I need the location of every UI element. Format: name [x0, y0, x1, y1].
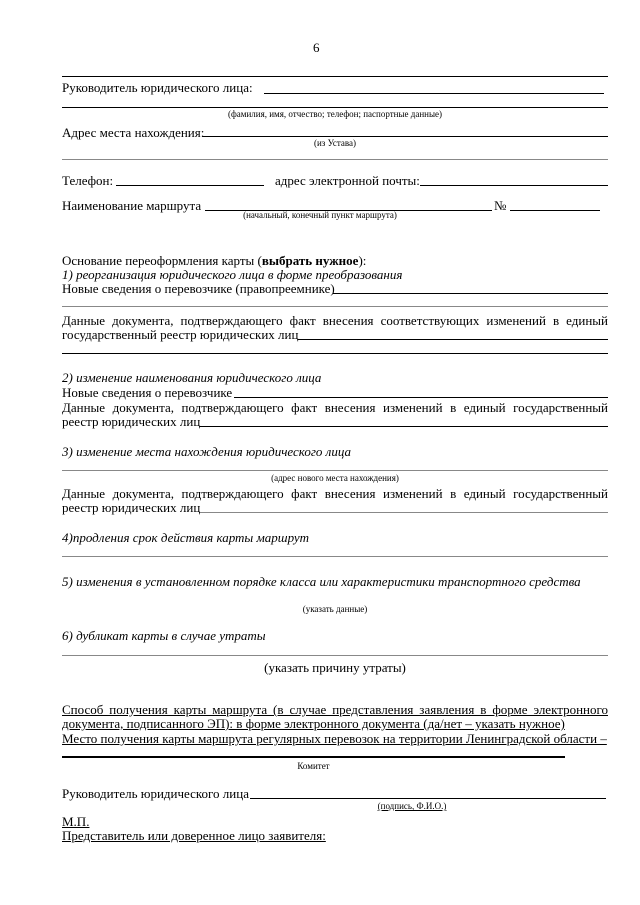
top-rule	[62, 76, 608, 77]
option-4-title: 4)продления срок действия карты маршрут	[62, 530, 310, 545]
head-field-2[interactable]	[62, 107, 608, 108]
address-hint: (из Устава)	[313, 138, 357, 148]
option-1-doc-line1: Данные документа, подтверждающего факт внесения соответствующих изменений в единый	[62, 313, 608, 328]
option-1-extra-field[interactable]	[62, 306, 608, 307]
option-3-address-field[interactable]	[62, 470, 608, 471]
phone-label: Телефон:	[62, 173, 114, 188]
head-field[interactable]	[264, 93, 604, 94]
option-4-field[interactable]	[62, 556, 608, 557]
option-2-doc-line1: Данные документа, подтверждающего факт внесения изменений в единый государственный	[62, 400, 608, 415]
page-number: 6	[313, 40, 320, 55]
receipt-place-field[interactable]	[62, 756, 565, 758]
head-hint: (фамилия, имя, отчество; телефон; паспортные данные)	[227, 109, 443, 119]
signature-hint: (подпись, Ф.И.О.)	[377, 801, 447, 811]
option-6-title: 6) дубликат карты в случае утраты	[62, 628, 266, 643]
option-1-title: 1) реорганизация юридического лица в форме преобразования	[62, 267, 403, 282]
option-3-doc-line2: реестр юридических лиц	[62, 500, 201, 515]
representative-label: Представитель или доверенное лицо заявителя:	[62, 828, 326, 843]
option-6-hint: (указать причину утраты)	[264, 660, 406, 675]
option-2-new-data-field[interactable]	[234, 397, 608, 398]
address-label: Адрес места нахождения:	[62, 125, 205, 140]
stamp-label: М.П.	[62, 814, 90, 829]
option-5-hint: (указать данные)	[302, 604, 368, 614]
option-1-doc-field[interactable]	[298, 339, 608, 340]
address-field[interactable]	[202, 136, 608, 137]
option-3-title: 3) изменение места нахождения юридического лица	[62, 444, 352, 459]
option-1-new-data: Новые сведения о перевозчике (правопреемнике)	[62, 281, 335, 296]
route-number-field[interactable]	[510, 210, 600, 211]
option-3-hint: (адрес нового места нахождения)	[271, 473, 399, 483]
option-2-new-data: Новые сведения о перевозчике	[62, 385, 233, 400]
route-hint: (начальный, конечный пункт маршрута)	[243, 210, 397, 220]
option-3-doc-field[interactable]	[200, 512, 608, 513]
signature-field[interactable]	[250, 798, 606, 799]
head-label: Руководитель юридического лица:	[62, 80, 253, 95]
basis-intro: Основание переоформления карты (выбрать нужное):	[62, 253, 367, 268]
committee-label: Комитет	[297, 761, 330, 771]
option-6-field[interactable]	[62, 655, 608, 656]
email-field[interactable]	[420, 185, 608, 186]
address-field-2[interactable]	[62, 159, 608, 160]
option-3-doc-line1: Данные документа, подтверждающего факт внесения изменений в единый государственный	[62, 486, 608, 501]
receipt-method-line1: Способ получения карты маршрута (в случае представления заявления в форме электронного	[62, 702, 608, 717]
option-1-new-data-field[interactable]	[333, 293, 608, 294]
route-label: Наименование маршрута	[62, 198, 202, 213]
option-1-doc-field-2[interactable]	[62, 353, 608, 354]
number-sign: №	[494, 198, 507, 213]
option-2-doc-field[interactable]	[200, 426, 608, 427]
option-1-doc-line2: государственный реестр юридических лиц	[62, 327, 299, 342]
phone-field[interactable]	[116, 185, 264, 186]
receipt-method-line2: документа, подписанного ЭП): в форме электронного документа (да/нет – указать нужное)	[62, 716, 565, 731]
option-2-title: 2) изменение наименования юридического лица	[62, 370, 322, 385]
option-2-doc-line2: реестр юридических лиц	[62, 414, 201, 429]
signature-head-label: Руководитель юридического лица	[62, 786, 249, 801]
email-label: адрес электронной почты:	[275, 173, 420, 188]
receipt-place-line: Место получения карты маршрута регулярных перевозок на территории Ленинградской области –	[62, 731, 607, 746]
option-5-title: 5) изменения в установленном порядке класса или характеристики транспортного средства	[62, 574, 581, 589]
